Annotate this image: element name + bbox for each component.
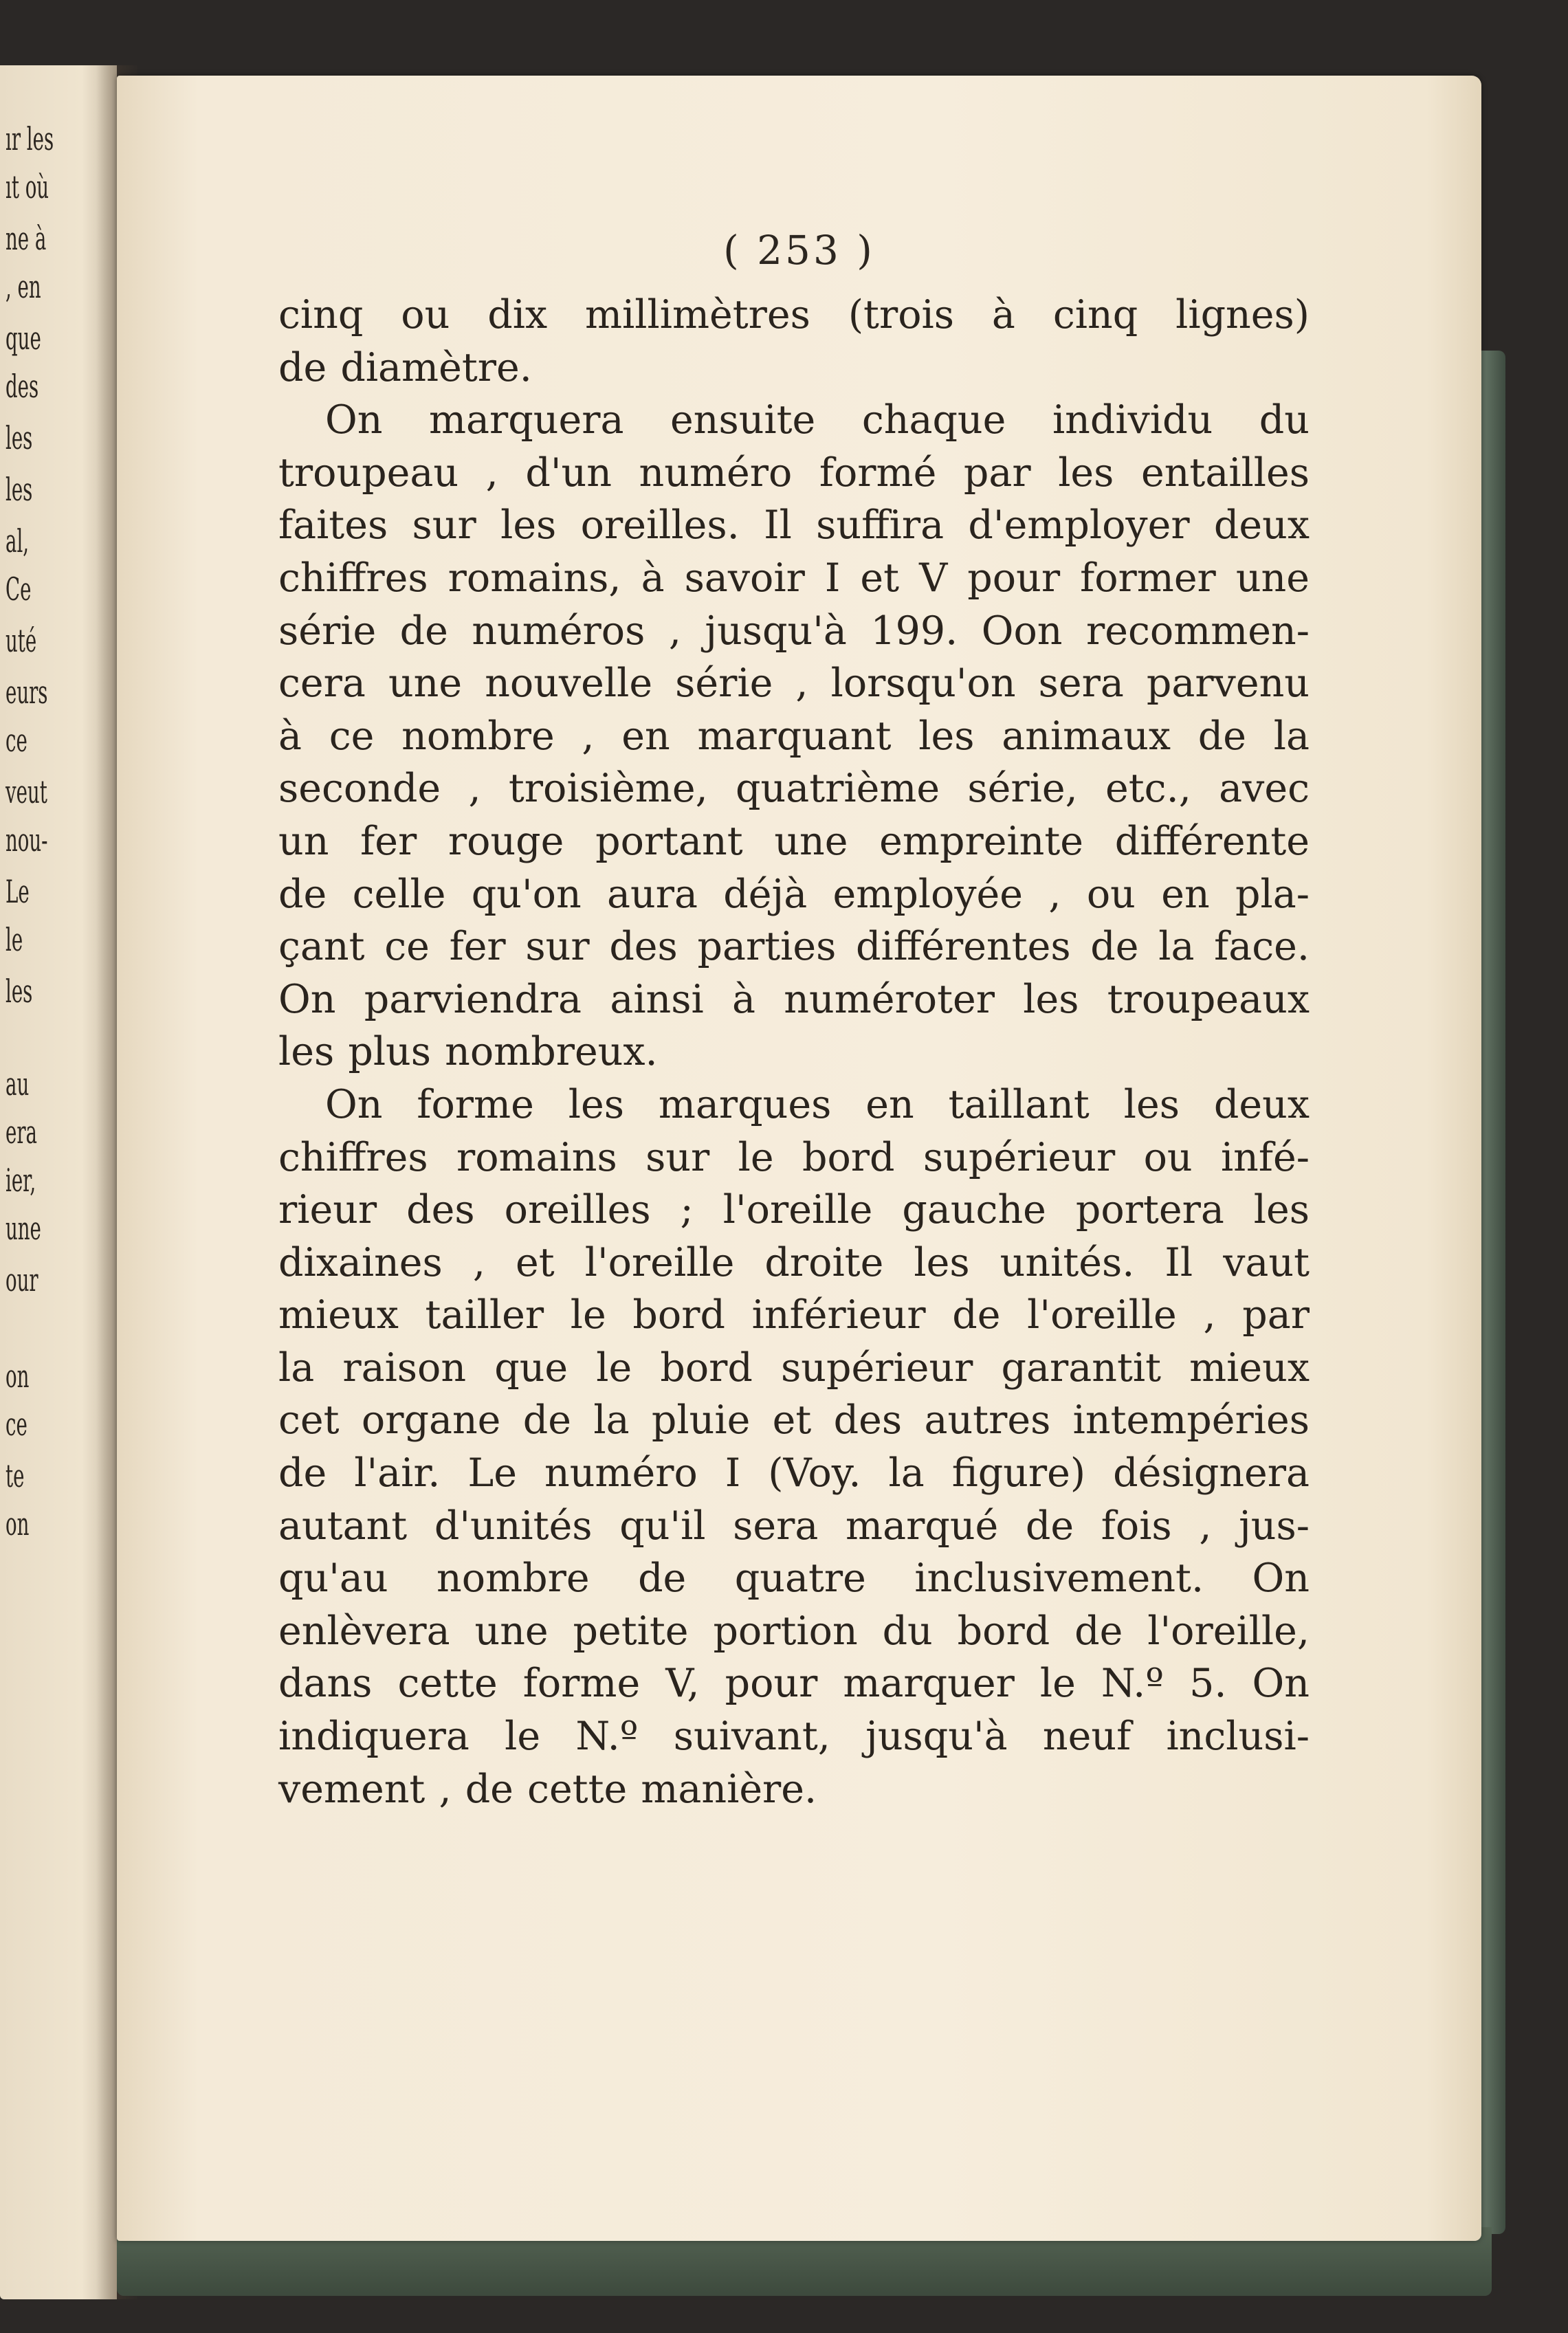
text-line: On forme les marques en taillant les deux	[325, 1081, 1310, 1127]
text-line: autant d'unités qu'il sera marqué de fois , jus-	[278, 1503, 1310, 1549]
left-page-fragment: ır les	[5, 120, 54, 157]
text-line: On marquera ensuite chaque individu du	[325, 397, 1310, 443]
left-page-fragment: , en	[5, 268, 41, 305]
text-line: série de numéros , jusqu'à 199. Oon recommen-	[278, 608, 1310, 654]
book-page	[117, 76, 1481, 2241]
left-page-fragment: uté	[5, 622, 37, 659]
page-number: ( 253 )	[723, 227, 875, 274]
left-page-fragment: Le	[5, 873, 30, 910]
text-line: troupeau , d'un numéro formé par les entailles	[278, 450, 1310, 496]
left-page-fragment: que	[5, 320, 41, 357]
left-page-fragment: les	[5, 973, 33, 1010]
left-page-fragment: les	[5, 471, 33, 508]
text-line: de celle qu'on aura déjà employée , ou en pla-	[278, 871, 1310, 917]
text-line: à ce nombre , en marquant les animaux de la	[278, 713, 1310, 759]
left-page-fragment: on	[5, 1505, 30, 1543]
left-page-fragment: nou-	[5, 821, 48, 859]
left-page-fragment: ıt où	[5, 168, 49, 206]
left-page-fragment: au	[5, 1065, 30, 1103]
text-line: dixaines , et l'oreille droite les unités. Il vaut	[278, 1239, 1310, 1285]
left-page-fragment: ne à	[5, 220, 47, 257]
left-page-fragment: ier,	[5, 1162, 36, 1199]
left-page-fragment: te	[5, 1457, 25, 1494]
text-line: chiffres romains sur le bord supérieur ou infé-	[278, 1134, 1310, 1180]
text-line: un fer rouge portant une empreinte différente	[278, 818, 1310, 864]
left-page-fragment: le	[5, 921, 23, 958]
text-line: cinq ou dix millimètres (trois à cinq lignes)	[278, 292, 1310, 338]
text-line: seconde , troisième, quatrième série, etc., avec	[278, 766, 1310, 812]
text-line: les plus nombreux.	[278, 1029, 658, 1075]
left-page-fragment: Ce	[5, 571, 32, 608]
left-page-fragment: al,	[5, 522, 30, 560]
left-page-fragment: ce	[5, 1406, 27, 1443]
left-page-fragment: on	[5, 1358, 30, 1395]
left-page-fragment: veut	[5, 773, 47, 810]
left-page-fragment: ce	[5, 722, 27, 759]
text-line: de l'air. Le numéro I (Voy. la figure) désignera	[278, 1450, 1310, 1496]
text-line: cera une nouvelle série , lorsqu'on sera parvenu	[278, 661, 1310, 707]
text-line: On parviendra ainsi à numéroter les troupeaux	[278, 976, 1310, 1022]
left-page-fragment: une	[5, 1210, 41, 1247]
left-page-fragment: era	[5, 1114, 37, 1151]
left-page-fragment: des	[5, 368, 39, 405]
text-line: vement , de cette manière.	[278, 1766, 817, 1812]
text-line: chiffres romains, à savoir I et V pour former une	[278, 555, 1310, 601]
text-line: çant ce fer sur des parties différentes de la face.	[278, 924, 1310, 970]
text-line: indiquera le N.º suivant, jusqu'à neuf inclusi-	[278, 1714, 1310, 1760]
text-line: cet organe de la pluie et des autres intempéries	[278, 1397, 1310, 1444]
text-line: mieux tailler le bord inférieur de l'oreille , par	[278, 1292, 1310, 1338]
page-text	[278, 289, 1310, 1815]
text-line: la raison que le bord supérieur garantit mieux	[278, 1345, 1310, 1391]
text-line: qu'au nombre de quatre inclusivement. On	[278, 1556, 1310, 1602]
text-line: enlèvera une petite portion du bord de l'oreille,	[278, 1608, 1310, 1654]
text-line: faites sur les oreilles. Il suffira d'employer deux	[278, 502, 1310, 549]
text-line: dans cette forme V, pour marquer le N.º 5. On	[278, 1661, 1310, 1707]
left-page-fragment: les	[5, 419, 33, 456]
left-page-fragment: our	[5, 1261, 38, 1298]
left-page-fragment: eurs	[5, 674, 48, 711]
text-line: rieur des oreilles ; l'oreille gauche portera les	[278, 1187, 1310, 1233]
text-line: de diamètre.	[278, 344, 532, 390]
